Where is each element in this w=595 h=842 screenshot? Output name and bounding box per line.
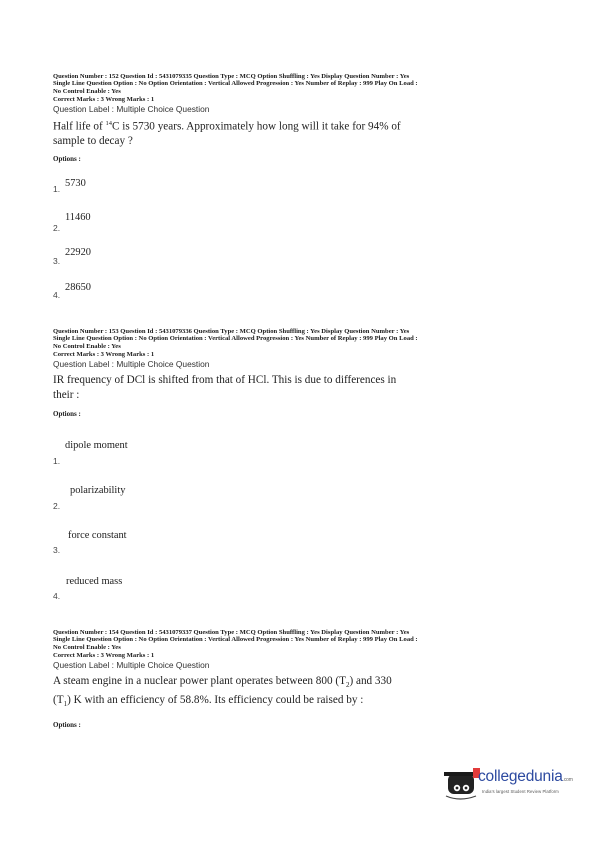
option-4[interactable]: reduced mass	[66, 576, 123, 587]
option-number: 1.	[53, 456, 61, 466]
option-4[interactable]: 28650	[65, 282, 91, 293]
question-text: A steam engine in a nuclear power plant operates between 800 $(T_2)$ and 330 $(T_1)$ K with an efficiency of 58.8%. Its efficiency could be raised by :	[53, 675, 392, 709]
question-154	[53, 629, 553, 730]
option-2[interactable]: 11460	[65, 212, 91, 223]
option-number: 3.	[53, 545, 61, 555]
question-text: IR frequency of DCl is shifted from that of HCl. This is due to differences in their :	[53, 374, 397, 401]
options-label: Options :	[53, 410, 81, 419]
question-marks: Correct Marks : 3 Wrong Marks : 1	[53, 652, 155, 660]
brand-name: collegedunia.com	[478, 768, 573, 785]
option-number: 2.	[53, 223, 61, 233]
question-meta: Question Number : 154 Question Id : 5431079337 Question Type : MCQ Option Shuffling : Yes Display Question Number : Yes Single Line Question Option : No Option Orientation : Vertical Allowed Progression : Yes Number of Replay : 999 Play On Load : No Control Enable : Yes	[53, 629, 418, 651]
option-2[interactable]: polarizability	[70, 485, 126, 496]
option-number: 3.	[53, 256, 61, 266]
options-label: Options :	[53, 720, 81, 729]
question-marks: Correct Marks : 3 Wrong Marks : 1	[53, 96, 155, 104]
option-number: 1.	[53, 184, 61, 194]
options-label: Options :	[53, 154, 81, 163]
option-number: 4.	[53, 591, 61, 601]
question-marks: Correct Marks : 3 Wrong Marks : 1	[53, 351, 155, 359]
question-meta: Question Number : 153 Question Id : 5431079336 Question Type : MCQ Option Shuffling : Yes Display Question Number : Yes Single Line Question Option : No Option Orientation : Vertical Allowed Progression : Yes Number of Replay : 999 Play On Load : No Control Enable : Yes	[53, 328, 418, 350]
question-text: Half life of $^{14}$C is 5730 years. Approximately how long will it take for 94% of sample to decay ?	[53, 120, 401, 148]
option-number: 2.	[53, 501, 61, 511]
question-label: Question Label : Multiple Choice Question	[53, 104, 210, 115]
question-label: Question Label : Multiple Choice Question	[53, 359, 210, 370]
option-1[interactable]: 5730	[65, 178, 86, 189]
option-1[interactable]: dipole moment	[65, 440, 128, 451]
question-label: Question Label : Multiple Choice Question	[53, 660, 210, 671]
brand-tagline: India's largest Student Review Platform	[482, 789, 559, 794]
question-153	[53, 328, 553, 419]
question-152	[53, 73, 553, 164]
question-meta: Question Number : 152 Question Id : 5431079335 Question Type : MCQ Option Shuffling : Yes Display Question Number : Yes Single Line Question Option : No Option Orientation : Vertical Allowed Progression : Yes Number of Replay : 999 Play On Load : No Control Enable : Yes	[53, 73, 418, 95]
option-3[interactable]: force constant	[68, 530, 127, 541]
option-number: 4.	[53, 290, 61, 300]
option-3[interactable]: 22920	[65, 247, 91, 258]
